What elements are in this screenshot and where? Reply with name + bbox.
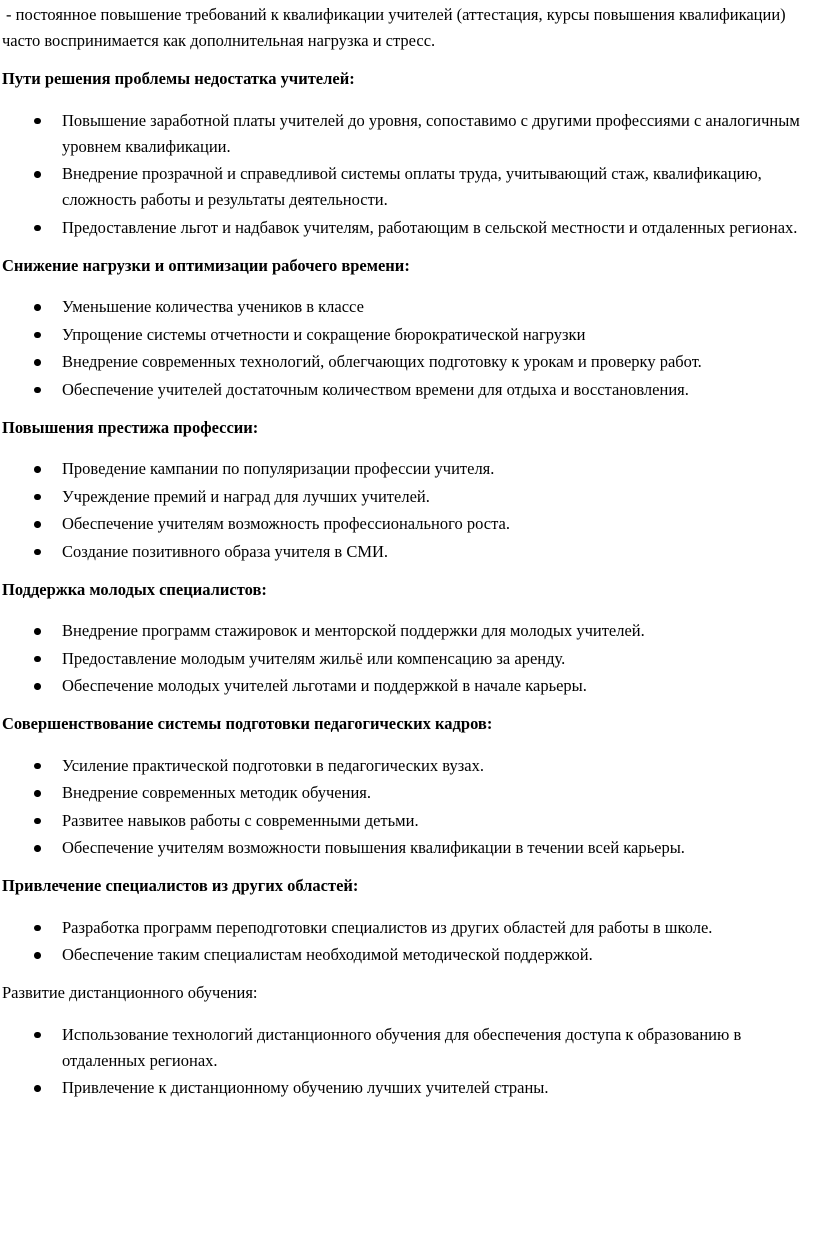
bullet-dot-icon bbox=[34, 925, 41, 932]
section-heading: Привлечение специалистов из других областей: bbox=[2, 876, 359, 895]
bullet-dot-icon bbox=[34, 171, 41, 178]
bullet-text: Предоставление молодым учителям жильё или компенсацию за аренду. bbox=[62, 648, 566, 668]
bullet-item bbox=[2, 539, 812, 565]
bullet-dot-icon bbox=[34, 845, 41, 852]
bullet-text: Усиление практической подготовки в педагогических вузах. bbox=[62, 755, 484, 775]
bullet-list bbox=[2, 456, 812, 565]
bullet-item bbox=[2, 673, 812, 699]
bullet-text: Обеспечение молодых учителей льготами и поддержкой в начале карьеры. bbox=[62, 676, 587, 695]
bullet-text: Создание позитивного образа учителя в СМИ. bbox=[62, 541, 389, 561]
bullet-text: Повышение заработной платы учителей до уровня, сопоставимо с другими профессиями с аналогичным уровнем квалификации. bbox=[62, 110, 800, 156]
bullet-text: Обеспечение учителям возможности повышения квалификации в течении всей карьеры. bbox=[62, 838, 685, 857]
bullet-text: Внедрение современных методик обучения. bbox=[62, 783, 372, 802]
bullet-dot-icon bbox=[34, 1085, 41, 1092]
bullet-item bbox=[2, 915, 812, 941]
document-body bbox=[2, 2, 812, 1101]
bullet-text: Предоставление льгот и надбавок учителям, работающим в сельской местности и отдаленных регионах. bbox=[62, 217, 798, 237]
bullet-list bbox=[2, 294, 812, 403]
section-heading: Развитие дистанционного обучения: bbox=[2, 983, 258, 1002]
bullet-item bbox=[2, 484, 812, 510]
bullet-dot-icon bbox=[34, 359, 41, 366]
bullet-text: Обеспечение учителям возможность профессионального роста. bbox=[62, 514, 510, 533]
bullet-text: Привлечение к дистанционному обучению лучших учителей страны. bbox=[62, 1078, 549, 1097]
bullet-dot-icon bbox=[34, 628, 41, 635]
bullet-dot-icon bbox=[34, 521, 41, 528]
bullet-item bbox=[2, 322, 812, 348]
bullet-text: Обеспечение учителей достаточным количеством времени для отдыха и восстановления. bbox=[62, 379, 689, 399]
bullet-list bbox=[2, 108, 812, 241]
section-heading: Снижение нагрузки и оптимизации рабочего времени: bbox=[2, 255, 410, 275]
bullet-dot-icon bbox=[34, 818, 41, 825]
bullet-item bbox=[2, 349, 812, 375]
bullet-item bbox=[2, 1022, 812, 1074]
bullet-list bbox=[2, 915, 812, 969]
bullet-dot-icon bbox=[34, 549, 41, 556]
bullet-text: Уменьшение количества учеников в классе bbox=[62, 297, 364, 316]
bullet-text: Учреждение премий и наград для лучших учителей. bbox=[62, 486, 430, 506]
section-heading: Повышения престижа профессии: bbox=[2, 417, 259, 437]
bullet-item bbox=[2, 294, 812, 320]
bullet-item bbox=[2, 1075, 812, 1101]
bullet-list bbox=[2, 753, 812, 862]
bullet-item bbox=[2, 215, 812, 241]
bullet-dot-icon bbox=[34, 387, 41, 394]
bullet-dot-icon bbox=[34, 332, 41, 339]
bullet-text: Внедрение программ стажировок и менторской поддержки для молодых учителей. bbox=[62, 621, 645, 640]
bullet-item bbox=[2, 511, 812, 537]
bullet-dot-icon bbox=[34, 683, 41, 690]
bullet-item bbox=[2, 808, 812, 834]
bullet-dot-icon bbox=[34, 952, 41, 959]
bullet-item bbox=[2, 377, 812, 403]
bullet-item bbox=[2, 618, 812, 644]
bullet-dot-icon bbox=[34, 790, 41, 797]
bullet-item bbox=[2, 108, 812, 160]
bullet-text: Обеспечение таким специалистам необходимой методической поддержкой. bbox=[62, 945, 593, 964]
bullet-text: Упрощение системы отчетности и сокращение бюрократической нагрузки bbox=[62, 324, 586, 344]
bullet-text: Внедрение современных технологий, облегчающих подготовку к урокам и проверку работ. bbox=[62, 352, 702, 371]
bullet-text: Развитее навыков работы с современными детьми. bbox=[62, 810, 419, 830]
bullet-text: Внедрение прозрачной и справедливой системы оплаты труда, учитывающий стаж, квалификацию, сложность работы и результаты деятельности. bbox=[62, 164, 762, 209]
section-heading: Поддержка молодых специалистов: bbox=[2, 579, 267, 599]
bullet-item bbox=[2, 456, 812, 482]
bullet-dot-icon bbox=[34, 656, 41, 663]
bullet-item bbox=[2, 753, 812, 779]
bullet-dot-icon bbox=[34, 466, 41, 473]
intro-paragraph: - постоянное повышение требований к квалификации учителей (аттестация, курсы повышения квалификации) часто воспринимается как дополнительная нагрузка и стресс. bbox=[2, 5, 786, 50]
bullet-dot-icon bbox=[34, 304, 41, 311]
bullet-item bbox=[2, 942, 812, 968]
sections-container bbox=[2, 66, 812, 1101]
bullet-dot-icon bbox=[34, 763, 41, 770]
bullet-dot-icon bbox=[34, 225, 41, 232]
section-heading: Пути решения проблемы недостатка учителей: bbox=[2, 69, 355, 88]
bullet-list bbox=[2, 1022, 812, 1102]
section-heading: Совершенствование системы подготовки педагогических кадров: bbox=[2, 714, 493, 733]
bullet-dot-icon bbox=[34, 494, 41, 501]
bullet-item bbox=[2, 161, 812, 213]
bullet-item bbox=[2, 646, 812, 672]
bullet-item bbox=[2, 835, 812, 861]
bullet-dot-icon bbox=[34, 118, 41, 125]
bullet-dot-icon bbox=[34, 1032, 41, 1039]
bullet-text: Использование технологий дистанционного обучения для обеспечения доступа к образованию в отдаленных регионах. bbox=[62, 1024, 742, 1070]
bullet-list bbox=[2, 618, 812, 699]
bullet-item bbox=[2, 780, 812, 806]
bullet-text: Разработка программ переподготовки специалистов из других областей для работы в школе. bbox=[62, 917, 713, 937]
bullet-text: Проведение кампании по популяризации профессии учителя. bbox=[62, 459, 495, 478]
